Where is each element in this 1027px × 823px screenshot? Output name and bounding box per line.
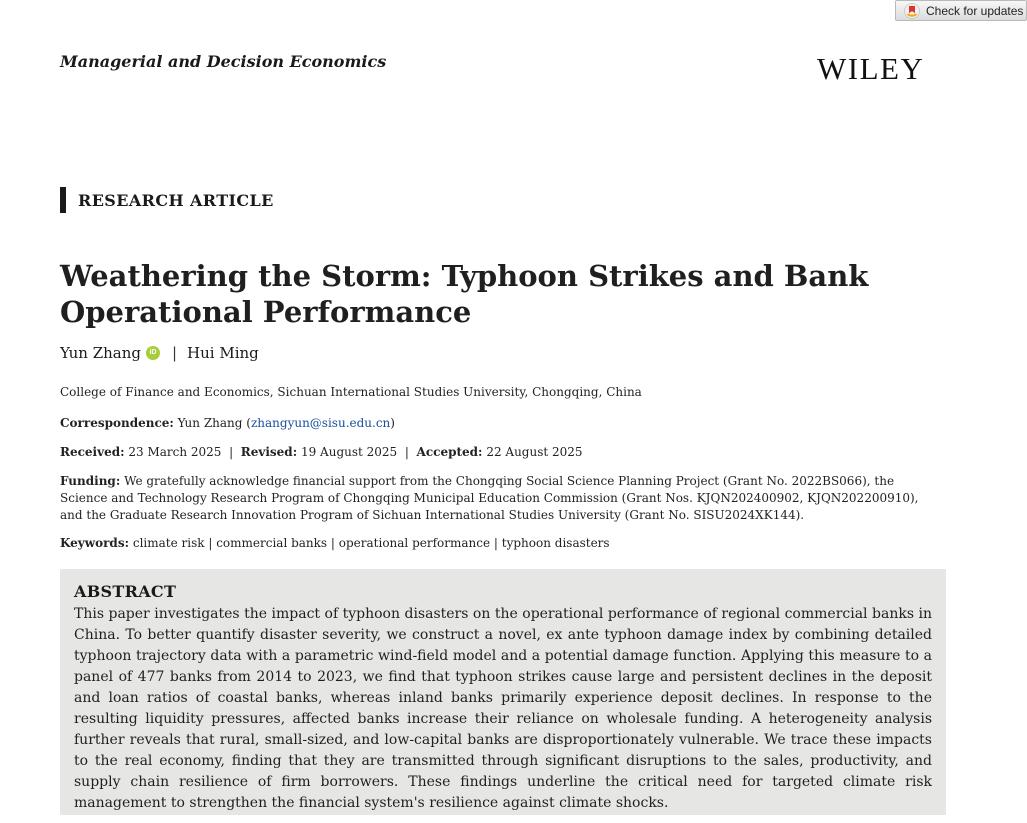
funding-label: Funding: <box>60 474 121 488</box>
author-separator: | <box>171 344 178 362</box>
received-label: Received: <box>60 445 125 459</box>
abstract-heading: ABSTRACT <box>74 582 177 601</box>
received-date: 23 March 2025 <box>128 445 222 459</box>
abstract-box <box>60 569 946 815</box>
article-dates <box>60 445 583 459</box>
journal-name[interactable]: Managerial and Decision Economics <box>60 52 387 71</box>
article-title: Weathering the Storm: Typhoon Strikes and Bank Operational Performance <box>60 259 869 329</box>
revised-date: 19 August 2025 <box>300 445 398 459</box>
section-bar <box>60 187 66 213</box>
keywords <box>60 536 610 550</box>
author-list <box>60 344 259 362</box>
keywords-label: Keywords: <box>60 536 130 550</box>
section-label <box>60 187 274 213</box>
funding-statement <box>60 473 920 524</box>
keywords-text: climate risk | commercial banks | operational performance | typhoon disasters <box>132 536 610 550</box>
correspondence-email-link[interactable]: zhangyun@sisu.edu.cn <box>250 416 391 430</box>
correspondence-name: Yun Zhang <box>177 416 243 430</box>
correspondence: Correspondence: Yun Zhang (zhangyun@sisu.edu.cn) <box>60 416 395 430</box>
accepted-date: 22 August 2025 <box>486 445 583 459</box>
author-name[interactable]: Yun Zhang <box>60 344 141 362</box>
orcid-icon-label: iD <box>149 349 157 356</box>
date-separator: | <box>229 445 234 459</box>
orcid-icon[interactable] <box>146 346 160 360</box>
accepted-label: Accepted: <box>416 445 483 459</box>
abstract-text: This paper investigates the impact of typhoon disasters on the operational performance of regional commercial banks in China. To better quantify disaster severity, we construct a novel, ex ante typhoon damage index by combining detailed typhoon trajectory data with a parametric wind-field model and a potential damage function. Applying this measure to a panel of 477 banks from 2014 to 2023, we find that typhoon strikes cause large and persistent declines in the deposit and loan ratios of coastal banks, whereas inland banks primarily experience deposit declines. In response to the resulting liquidity pressures, affected banks increase their reliance on wholesale funding. A heterogeneity analysis further reveals that rural, small-sized, and low-capital banks are disproportionately vulnerable. We trace these impacts to the real economy, finding that they are transmitted through significant disruptions to the sales, productivity, and supply chain resilience of firm borrowers. These findings underline the critical need for targeted climate risk management to strengthen the financial system's resilience against climate shocks. <box>74 606 932 811</box>
section-label-text: RESEARCH ARTICLE <box>78 190 274 210</box>
correspondence-label: Correspondence: <box>60 416 174 430</box>
revised-label: Revised: <box>240 445 298 459</box>
date-separator: | <box>404 445 409 459</box>
funding-text: We gratefully acknowledge financial support from the Chongqing Social Science Planning Project (Grant No. 2022BS066), the Science and Technology Research Program of Chongqing Municipal Education Commission (Grant Nos. KJQN202400902, KJQN202200910), and the Graduate Research Innovation Program of Sichuan International Studies University (Grant No. SISU2024XK144). <box>60 474 919 522</box>
author-name[interactable]: Hui Ming <box>187 344 259 362</box>
publisher-logo[interactable]: WILEY <box>817 51 925 86</box>
check-updates-label: Check for updates <box>926 3 1024 18</box>
affiliation: College of Finance and Economics, Sichuan International Studies University, Chongqing, China <box>60 385 642 399</box>
check-updates-icon <box>904 3 920 19</box>
check-for-updates-button[interactable] <box>895 0 1027 21</box>
